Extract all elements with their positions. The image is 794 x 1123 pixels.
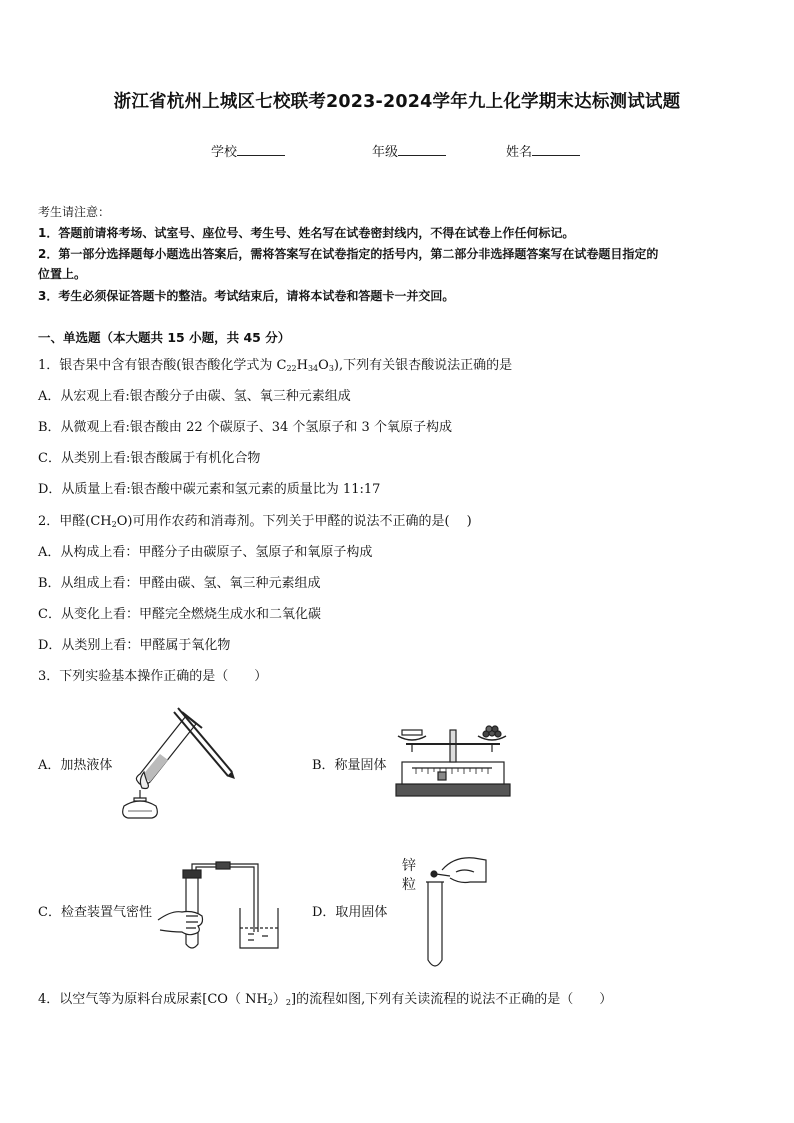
question-3-stem: 3．下列实验基本操作正确的是（ ）: [38, 669, 268, 684]
page-title: 浙江省杭州上城区七校联考2023-2024学年九上化学期末达标测试试题: [113, 92, 681, 112]
question-1-option-c[interactable]: C．从类别上看:银杏酸属于有机化合物: [38, 451, 261, 466]
notice-heading: 考生请注意：: [38, 205, 111, 219]
section-heading: 一、单选题（本大题共 15 小题，共 45 分）: [38, 330, 291, 345]
notice-item-2-cont: 位置上。: [38, 267, 87, 281]
zinc-label-2: 粒: [402, 877, 416, 893]
question-2-option-d[interactable]: D．从类别上看：甲醛属于氧化物: [38, 638, 231, 653]
question-2-option-b[interactable]: B．从组成上看：甲醛由碳、氢、氧三种元素组成: [38, 576, 321, 591]
zinc-label-1: 锌: [402, 858, 416, 874]
school-blank[interactable]: [237, 143, 285, 156]
question-2-option-a[interactable]: A．从构成上看：甲醛分子由碳原子、氢原子和氧原子构成: [38, 545, 373, 560]
name-blank[interactable]: [532, 143, 580, 156]
name-label: 姓名: [506, 145, 533, 160]
question-3-option-b[interactable]: B．称量固体: [312, 758, 387, 773]
question-3-option-c[interactable]: C．检查装置气密性: [38, 905, 152, 920]
name-field[interactable]: [506, 141, 580, 160]
question-4-stem: 4．以空气等为原料台成尿素[CO（ $NH_2)_2$]的流程如图,下列有关读流程的说法不正确的是（ ）: [38, 992, 613, 1007]
notice-item-1: 1．答题前请将考场、试室号、座位号、考生号、姓名写在试卷密封线内，不得在试卷上作任何标记。: [38, 226, 575, 240]
airtightness-check-illustration: [158, 856, 284, 956]
heating-liquid-illustration: [112, 702, 237, 822]
notice-item-2: 2．第一部分选择题每小题选出答案后，需将答案写在试卷指定的括号内，第二部分非选择题答案写在试卷题目指定的: [38, 247, 659, 261]
taking-solid-illustration: [420, 852, 490, 972]
question-1-option-d[interactable]: D．从质量上看:银杏酸中碳元素和氢元素的质量比为 11:17: [38, 482, 381, 497]
question-1-stem: 1．银杏果中含有银杏酸(银杏酸化学式为 $C_{22}H_{34}O_3$),下列有关银杏酸说法正确的是: [38, 358, 513, 373]
question-3-option-a[interactable]: A．加热液体: [38, 758, 113, 773]
question-2-option-c[interactable]: C．从变化上看：甲醛完全燃烧生成水和二氧化碳: [38, 607, 321, 622]
balance-illustration: [392, 722, 514, 802]
notice-item-3: 3．考生必须保证答题卡的整洁。考试结束后，请将本试卷和答题卡一并交回。: [38, 289, 455, 303]
question-1-option-a[interactable]: A．从宏观上看:银杏酸分子由碳、氢、氧三种元素组成: [38, 389, 351, 404]
school-field[interactable]: [211, 141, 285, 160]
school-label: 学校: [211, 145, 238, 160]
grade-field[interactable]: [372, 141, 446, 160]
question-1-option-b[interactable]: B．从微观上看:银杏酸由 22 个碳原子、34 个氢原子和 3 个氧原子构成: [38, 420, 452, 435]
grade-blank[interactable]: [398, 143, 446, 156]
question-2-stem: 2．甲醛$(CH_2O)$可用作农药和消毒剂。下列关于甲醛的说法不正确的是( ): [38, 514, 472, 529]
question-3-option-d[interactable]: D．取用固体: [312, 905, 388, 920]
grade-label: 年级: [372, 145, 399, 160]
